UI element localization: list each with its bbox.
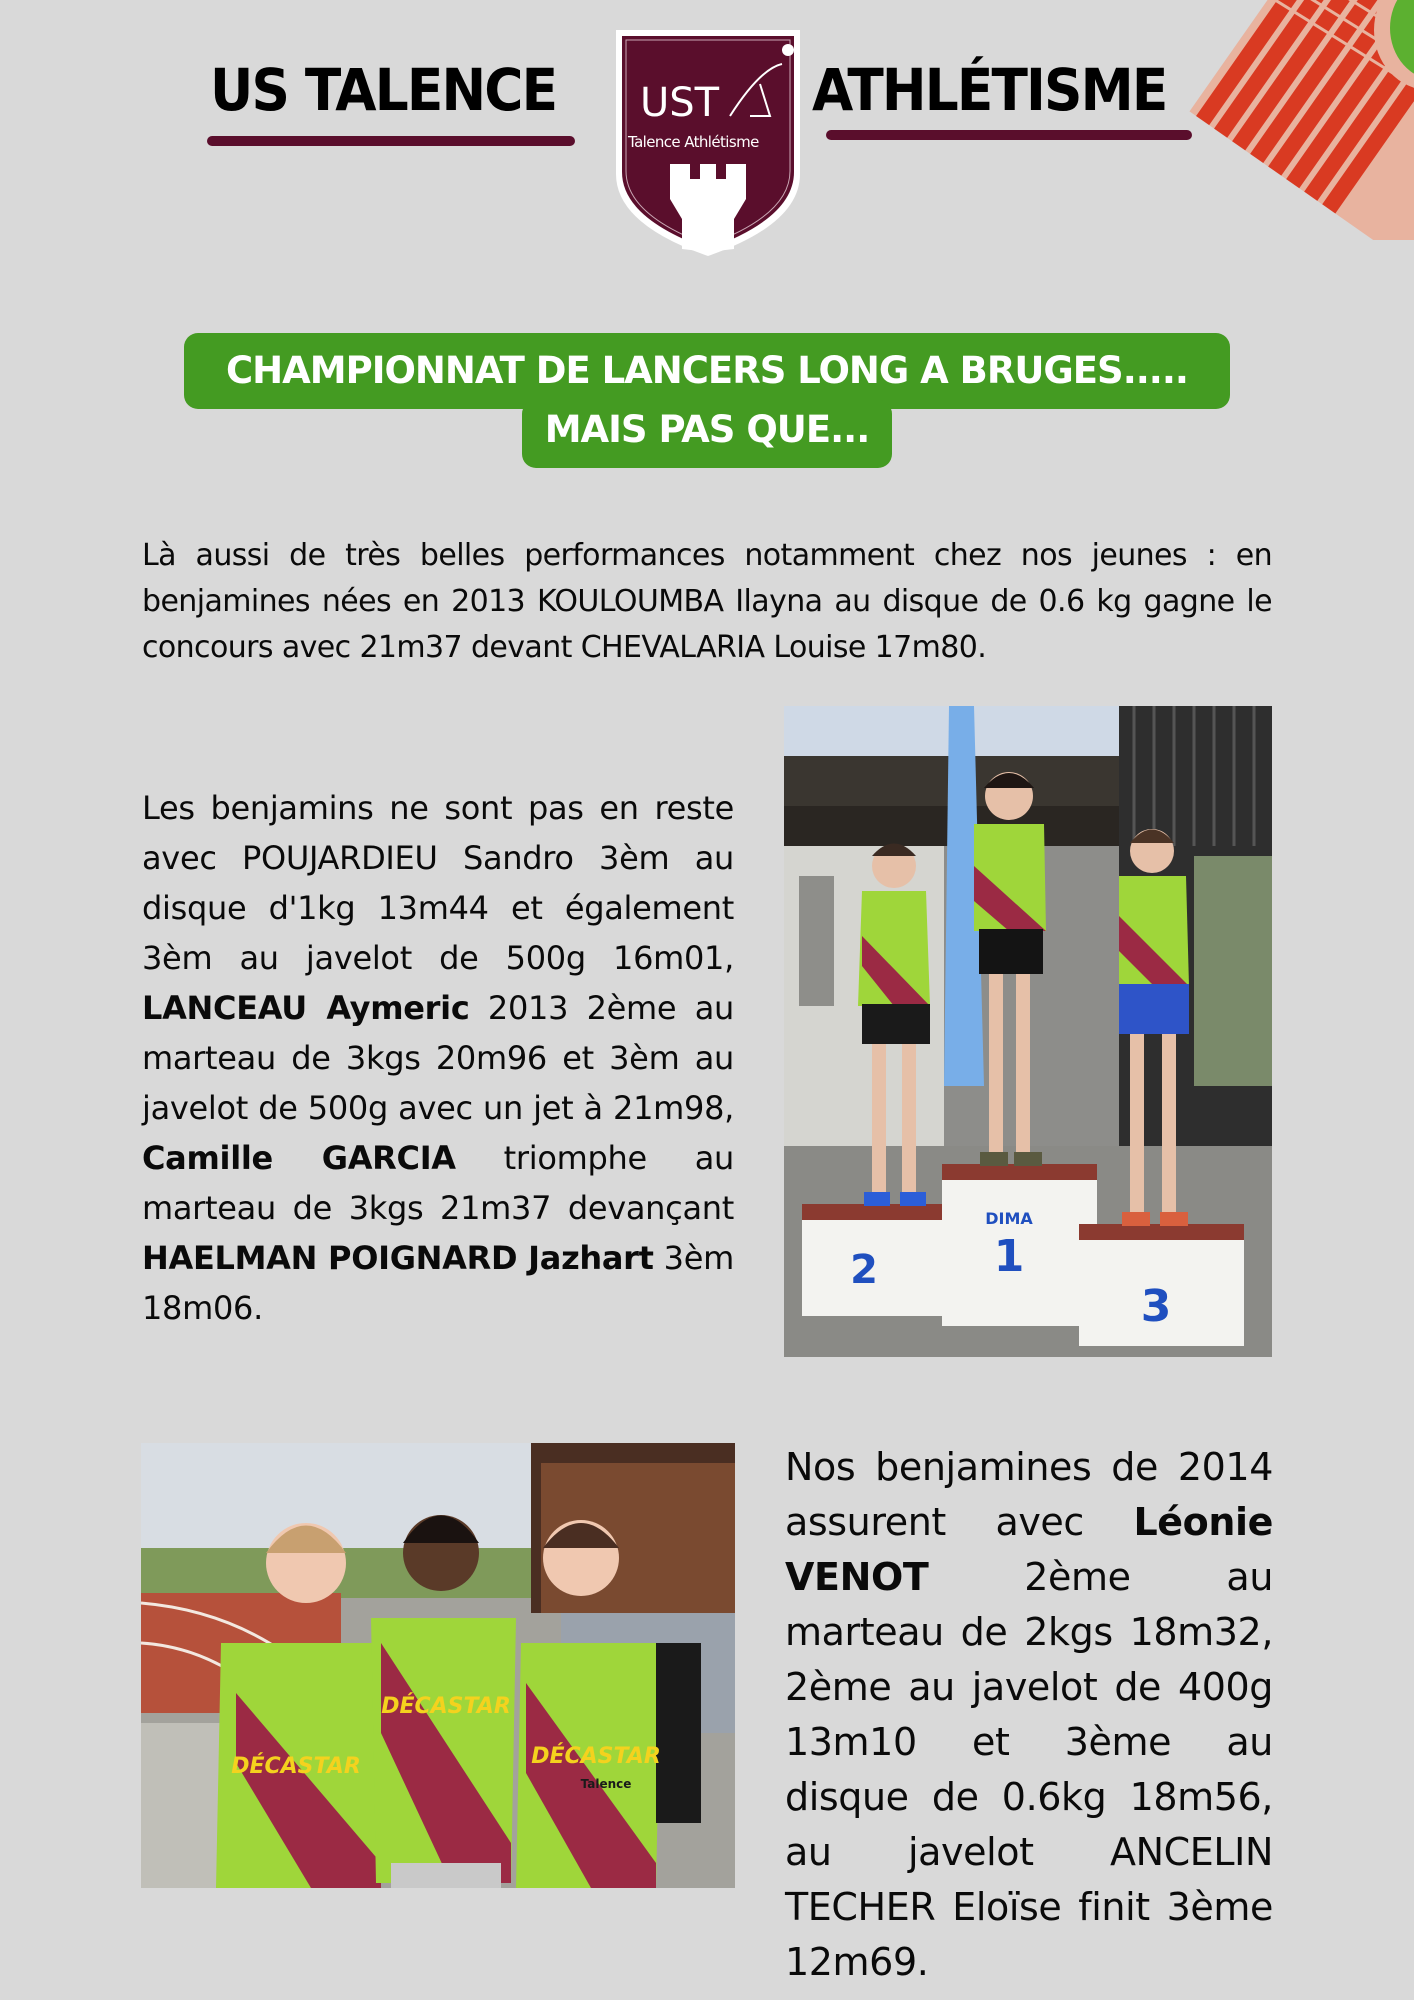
podium-label-2: 2 [850, 1247, 878, 1293]
podium-label-1: 1 [993, 1231, 1025, 1282]
girls-medal-photo [141, 1443, 735, 1888]
club-shield-logo [610, 24, 806, 260]
benjamins-paragraph [142, 783, 734, 1333]
podium-sponsor: DIMA [985, 1209, 1033, 1228]
jersey-text: DÉCASTAR [231, 1754, 361, 1779]
text-run: 3èm 18m06. [142, 1239, 734, 1327]
intro-paragraph: Là aussi de très belles performances notamment chez nos jeunes : en benjamines nées en 2013 KOULOUMBA Ilayna au disque de 0.6 kg gagne le concours avec 21m37 devant CHEVALARIA Louise 17m80. [142, 538, 1272, 665]
athlete-name: Léonie VENOT [785, 1500, 1273, 1599]
jersey-text: DÉCASTAR [381, 1694, 511, 1719]
athletics-track-icon [1174, 0, 1414, 240]
text-run: Les benjamins ne sont pas en reste avec POUJARDIEU Sandro 3èm au disque d'1kg 13m44 et également 3èm au javelot de 500g 16m01, [142, 789, 734, 977]
athlete-name: LANCEAU Aymeric [142, 989, 470, 1027]
text-run: Nos benjamines de 2014 assurent avec [785, 1445, 1273, 1544]
podium-photo [784, 706, 1272, 1357]
podium-label-3: 3 [1140, 1281, 1172, 1332]
header-right-title: ATHLÉTISME [812, 56, 1167, 124]
jersey-subtext: Talence [580, 1777, 632, 1791]
text-run: 2013 2ème au marteau de 3kgs 20m96 et 3èm au javelot de 500g avec un jet à 21m98, [142, 989, 734, 1127]
header-left-underline [207, 136, 575, 146]
logo-subtitle: Talence Athlétisme [628, 133, 759, 151]
athlete-name: HAELMAN POIGNARD Jazhart [142, 1239, 654, 1277]
text-run: 2ème au marteau de 2kgs 18m32, 2ème au javelot de 400g 13m10 et 3ème au disque de 0.6kg 18m56, au javelot ANCELIN TECHER Eloïse finit 3ème 12m69. [785, 1555, 1273, 1984]
athlete-name: Camille GARCIA [142, 1139, 456, 1177]
header-right-underline [826, 130, 1192, 140]
header-left-title: US TALENCE [210, 56, 557, 124]
title-banner-line-1: CHAMPIONNAT DE LANCERS LONG A BRUGES..... [184, 333, 1230, 409]
benjamines-2014-paragraph [785, 1440, 1273, 1990]
title-banner-line-2: MAIS PAS QUE... [522, 400, 892, 468]
jersey-text: DÉCASTAR [531, 1744, 661, 1769]
logo-initials: UST [640, 80, 720, 126]
text-run: triomphe au marteau de 3kgs 21m37 devançant [142, 1139, 734, 1227]
